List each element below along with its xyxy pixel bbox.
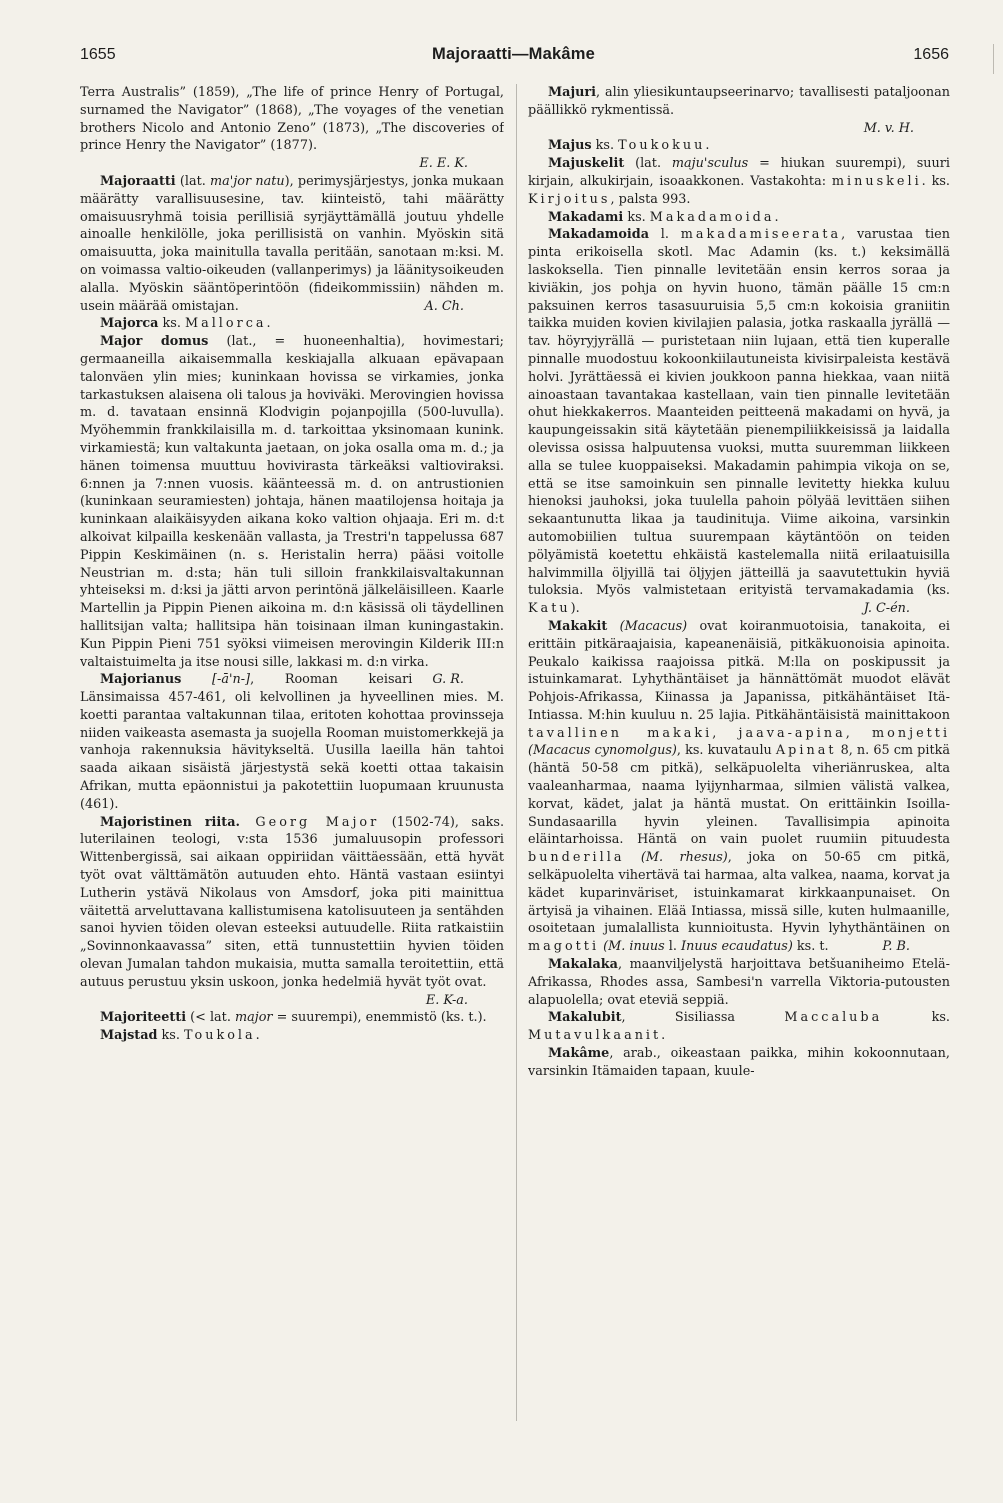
entry-text: = suurempi), enemmistö (ks. t.). xyxy=(272,1010,487,1026)
entry-majorianus xyxy=(80,671,504,813)
entry-makame xyxy=(528,1045,950,1081)
cross-reference: Apinat xyxy=(775,743,837,759)
entry-text: . xyxy=(266,316,271,332)
entry-majorca xyxy=(80,315,504,333)
entry-text: , Rooman keisari Länsimaissa 457-461, oli kelvollinen ja hyveellinen mies. M. koetti parantaa valtakunnan tilaa, eritoten kohottaa provinsseja niiden vaikeasta asemasta ja suojella Rooman muistomerkkejä ja vanhoja rakennuksia hävitykseltä. Uusilla laeilla hän tahtoi saada aikaan sisäistä järjestystä sekä koetti ottaa takaisin Afrikan, mutta epäonnistui ja pakotettiin luopumaan kruunusta (461). xyxy=(80,672,504,812)
cross-reference: Kirjoitus xyxy=(528,191,611,207)
pronunciation: [-ā'n-] xyxy=(181,672,251,688)
entry-makalubit xyxy=(528,1009,950,1045)
entry-text: (lat., = huoneenhaltia), hovimestari; germaaneilla aikaisemmalla keskiajalla alkuaan epävapaan talonväen ylin mies; kuninkaan hovissa se virkamies, jonka tarkastuksen alaisena oli talous ja hoviväki. Merovingien hovissa m. d. tavataan ensinnä Klodvigin pojanpojilla (500-luvulla). Myöhemmin frankkilaisilla m. d. tarkoittaa yksinomaan kunink. virkamiestä; kun valtakunta jaetaan, on joka osalla oma m. d.; ja hänen toimensa muuttuu hovivirasta tärkeäksi valtioviraksi. 6:nnen ja 7:nnen vuosis. käänteessä m. d. on antrustionien (kuninkaan seuramiesten) johtaja, hänen maatilojensa hoitaja ja kuninkaan alaikäisyyden aikana koko valtion ohjaaja. Eri m. d:t alkoivat kilpailla keskenään vallasta, ja Trestri'n tappelussa 687 Pippin Keskimäinen (n. s. Heristalin herra) pääsi voitolle Neustrian m. d:sta; hän tuli silloin frankkilaisvaltakunnan yhteiseksi m. d:ksi ja jätti arvon perintönä jälkeläisilleen. Kaarle Martellin ja Pippin Pienen aikoina m. d:n käsissä oli täydellinen hallitsijan valta; hallitsipa hän toisinaan ilman kuningastakin. Kun Pippin Pieni 751 syöksi viimeisen merovingin Kilderik III:n valtaistuimelta ja itse nousi sille, lakkasi m. d:n virka. xyxy=(80,334,504,670)
entry-text: ks. xyxy=(623,209,650,225)
cross-reference: Toukokuu xyxy=(618,138,706,154)
author-signature: P. B. xyxy=(882,939,910,955)
etymology: maju'sculus xyxy=(671,156,749,172)
entry-text: . xyxy=(705,138,710,154)
entry-text: (1502-74), saks. luterilainen teologi, v:sta 1536 jumaluusopin professori Wittenbergissä, sai aikaan oppiriidan väittäessään, että hyvät työt ovat välttämätön autuuden ehto. Häntä vastaan esiintyi Lutherin ystävä Nikolaus von Amsdorf, joka piti mainittua väitettä arveluttavana kallistumisena katolisuuteen ja sentähden sanoi hyvien töiden olevan esteeksi autuudelle. Riita ratkaistiin „Sovinnonkaavassa” siten, että tunnustettiin hyvien töiden olevan Jumalan tahdon mukaisia, mutta samalla teroitettiin, että autuus perustuu yksin uskoon, jonka hedelmiä hyvät työt ovat. xyxy=(80,814,504,990)
entry-text: ks. xyxy=(591,138,619,154)
headword: Majus xyxy=(548,138,592,154)
entry-text: , xyxy=(845,725,873,741)
entry-majoriteetti xyxy=(80,1009,504,1027)
person-name: Georg Major xyxy=(239,814,380,830)
entry-text: . ks. xyxy=(921,173,950,189)
entry-text: ks. xyxy=(158,316,185,332)
author-signature: G. R. xyxy=(432,672,464,688)
headword: Majorca xyxy=(100,316,159,332)
species-name: monjetti xyxy=(872,725,950,741)
page-number-left: 1655 xyxy=(80,46,116,63)
author-signature: E. K-a. xyxy=(425,992,468,1008)
entry-majoraatti xyxy=(80,173,504,315)
etymology: major xyxy=(234,1010,273,1026)
latin-name: (M. inuus xyxy=(599,939,665,955)
entry-text: = hiukan suurempi), suuri kirjain, alkukirjain, isoaakkonen. Vastakohta: xyxy=(528,156,950,189)
page-edge-mark xyxy=(993,44,1000,74)
latin-name: (Macacus cynomolgus) xyxy=(528,743,677,759)
headword: Majorianus xyxy=(100,672,182,688)
etymology: ma'jor natu xyxy=(210,173,285,189)
entry-text: , palsta 993. xyxy=(610,191,691,207)
cross-reference: Katu xyxy=(528,601,571,617)
page-number-right: 1656 xyxy=(913,46,949,63)
author-signature: E. E. K. xyxy=(419,156,468,172)
entry-text: (lat. xyxy=(175,173,211,189)
entry-makadami xyxy=(528,209,950,227)
page-header xyxy=(78,46,949,72)
column-divider xyxy=(516,84,517,1421)
entry-text: , alin yliesikuntaupseerinarvo; tavallisesti pataljoonan päällikkö rykmentissä. xyxy=(528,85,950,118)
headword: Majstad xyxy=(100,1028,158,1044)
latin-name: (Macacus) xyxy=(607,618,688,634)
author-signature: A. Ch. xyxy=(424,298,464,314)
left-column xyxy=(80,84,504,1423)
headword: Majoristinen riita. xyxy=(100,814,240,830)
latin-name: Inuus ecaudatus) xyxy=(681,939,793,955)
author-signature: J. C-én. xyxy=(863,601,910,617)
entry-continuation xyxy=(80,84,504,155)
entry-text: ks. t. xyxy=(792,939,829,955)
species-name: jaava-apina xyxy=(738,725,846,741)
headword: Majoriteetti xyxy=(100,1010,187,1026)
entry-text: (< lat. xyxy=(186,1010,235,1026)
entry-text: ), perimysjärjestys, jonka mukaan määrätty varallisuusesine, tav. kiinteistö, tahi määrätty omaisuusryhmä toisia perillisiä syrjäyttämällä joutuu yhdelle ainoalle henkilölle, joka perillisistä on vanhin. Myöskin sitä omaisuutta, joka mainitulla tavalla peritään, sanotaan m:ksi. M. on voimassa valtio-oikeuden (vallanperimys) ja läänitysoikeuden alalla. Myöskin sääntöperintöön (fideikommissiin) nähden m. usein määrää omistajan. xyxy=(80,173,504,314)
entry-text: . xyxy=(255,1028,260,1044)
entry-majoristinen-riita xyxy=(80,814,504,992)
headword: Makadami xyxy=(548,209,624,225)
entry-text: , joka on 50-65 cm pitkä, selkäpuolelta vihertävä tai harmaa, alta valkea, naama, korvat ja kädet kuparinväriset, istuinkamarat kirkkaanpunaiset. On ärtyisä ja vihainen. Elää Intiassa, missä sille, kuten hulmaanille, osoitetaan jumalallista kunnioitusta. Hyvin lyhythäntäinen on xyxy=(528,850,950,937)
entry-makalaka xyxy=(528,956,950,1009)
cross-reference: minuskeli xyxy=(831,173,922,189)
entry-text: . xyxy=(774,209,779,225)
entry-text: Terra Australis” (1859), „The life of prince Henry of Portugal, surnamed the Navigator” (1868), „The voyages of the venetian brothers Nicolo and Antonio Zeno” (1873), „The discoveries of prince Henry the Navigator” (1877). xyxy=(80,85,504,154)
entry-text: l. xyxy=(664,939,682,955)
running-title: Majoraatti—Makâme xyxy=(432,45,595,63)
latin-name: (M. rhesus) xyxy=(624,850,728,866)
entry-text: ks. xyxy=(157,1028,184,1044)
entry-text: ovat koiranmuotoisia, tanakoita, ei erittäin pitkäraajaisia, kapeanenäisiä, pitkäkuonoisia apinoita. Peukalo kaikissa raajoissa pitkä. M:lla on poskipussit ja istuinkamarat. Lyhythäntäiset ja hännättömät muodot elävät Pohjois-Afrikassa, Kiinassa ja Japanissa, pitkähäntäiset Itä-Intiassa. M:hin kuuluu n. 25 lajia. Pitkähäntäisistä mainittakoon xyxy=(528,618,950,723)
headword: Makadamoida xyxy=(548,227,650,243)
entry-text: 8, n. 65 cm pitkä (häntä 50-58 cm pitkä), selkäpuolelta viheriänruskea, alta vaaleanharmaa, naama lyijynharmaa, silmien välistä valkea, korvat, kädet, jalat ja häntä mustat. On erittäinkin Isoilla-Sundasaarilla hyvin yleinen. Tavallisimpia apinoita eläintarhoissa. Häntä on vain puolet ruumiin pituudesta xyxy=(528,743,950,848)
entry-majstad xyxy=(80,1027,504,1045)
cross-reference: Mallorca xyxy=(184,316,267,332)
entry-majuskelit xyxy=(528,155,950,208)
headword: Makalaka xyxy=(548,957,618,973)
entry-majus xyxy=(528,137,950,155)
headword: Makakit xyxy=(548,618,608,634)
entry-text: ks. xyxy=(882,1010,950,1026)
entry-text: l. xyxy=(649,227,681,243)
cross-reference: Mutavulkaanit xyxy=(528,1028,662,1044)
entry-text: , maanviljelystä harjoittava betšuaniheimo Etelä-Afrikassa, Rhodes assa, Sambesi'n varrella Viktoria-putousten alapuolella; ovat eteviä seppiä. xyxy=(528,957,950,1008)
place-name: Maccaluba xyxy=(784,1010,883,1026)
entry-makakit xyxy=(528,618,950,956)
right-column xyxy=(528,84,950,1423)
headword: Makalubit xyxy=(548,1010,622,1026)
entry-text: , Sisiliassa xyxy=(621,1010,785,1026)
entry-text: , xyxy=(712,725,739,741)
entry-text: ). xyxy=(570,601,580,617)
species-name: tavallinen makaki xyxy=(528,725,713,741)
entry-text: (lat. xyxy=(624,156,672,172)
entry-text: , arab., oikeastaan paikka, mihin kokoonnutaan, varsinkin Itämaiden tapaan, kuule- xyxy=(528,1046,950,1079)
headword: Majoraatti xyxy=(100,173,176,189)
headword: Majuri xyxy=(548,85,596,100)
entry-text: , varustaa tien pinta erikoisella skotl. Mac Adamin (ks. t.) keksimällä laskoksella. Tien pinnalle levitetään ensin kerros soraa ja kiviäkin, jos pohja on hyvin huono, tämän päälle 15 cm:n paksuinen kerros tasasuuruisia 5,5 cm:n kokoisia graniitin taikka muiden kovien kivilajien palasia, jotka raskaalla jyrällä — tav. höyryjyrällä — puristetaan niin lujaan, että tien kuperalle pinnalle muodostuu kokoonkiilautuneista kivisirpaleista kestävä holvi. Jyrättäessä ei kivien joukkoon panna hiekkaa, vaan niitä ainoastaan tavantakaa kastellaan, vain tien pinnalle levitetään ohut hiekkakerros. Maanteiden peitteenä makadami on hyvä, ja kaupungeissakin sitä käytetään pienempiliikkeisissä ja laidalla olevissa osissa halpuutensa vuoksi, mutta suuremman liikkeen alla se tulee kuoppaiseksi. Makadamin pahimpia vikoja on se, että se itse samoinkuin sen pinnalle levitetty hiekka kuluu hienoksi jauhoksi, joka tuulella pahoin pölyää levittäen siihen sekaantunutta likaa ja taudinituja. Viime aikoina, varsinkin automobiilien tultua suurempaan käytäntöön on teiden pölyämistä koetettu ehkäistä kastelemalla niitä erilaatuisilla halvimmilla öljyillä tai öljyjen jätteillä ja saavutettukin hyviä tuloksia. Myös valmistetaan erityistä tervamakadamia (ks. xyxy=(528,227,950,599)
cross-reference: Toukola xyxy=(183,1028,256,1044)
entry-majuri xyxy=(528,84,950,120)
headword: Majuskelit xyxy=(548,156,625,172)
variant-term: makadamiseerata xyxy=(680,227,842,243)
species-name: magotti xyxy=(528,939,600,955)
entry-makadamoida xyxy=(528,226,950,618)
headword: Makâme xyxy=(548,1046,610,1062)
author-signature: M. v. H. xyxy=(863,120,914,136)
cross-reference: Makadamoida xyxy=(649,209,775,225)
headword: Major domus xyxy=(100,334,209,350)
entry-text: . xyxy=(661,1028,666,1044)
entry-text: , ks. kuvataulu xyxy=(676,743,776,759)
species-name: bunderilla xyxy=(528,850,625,866)
